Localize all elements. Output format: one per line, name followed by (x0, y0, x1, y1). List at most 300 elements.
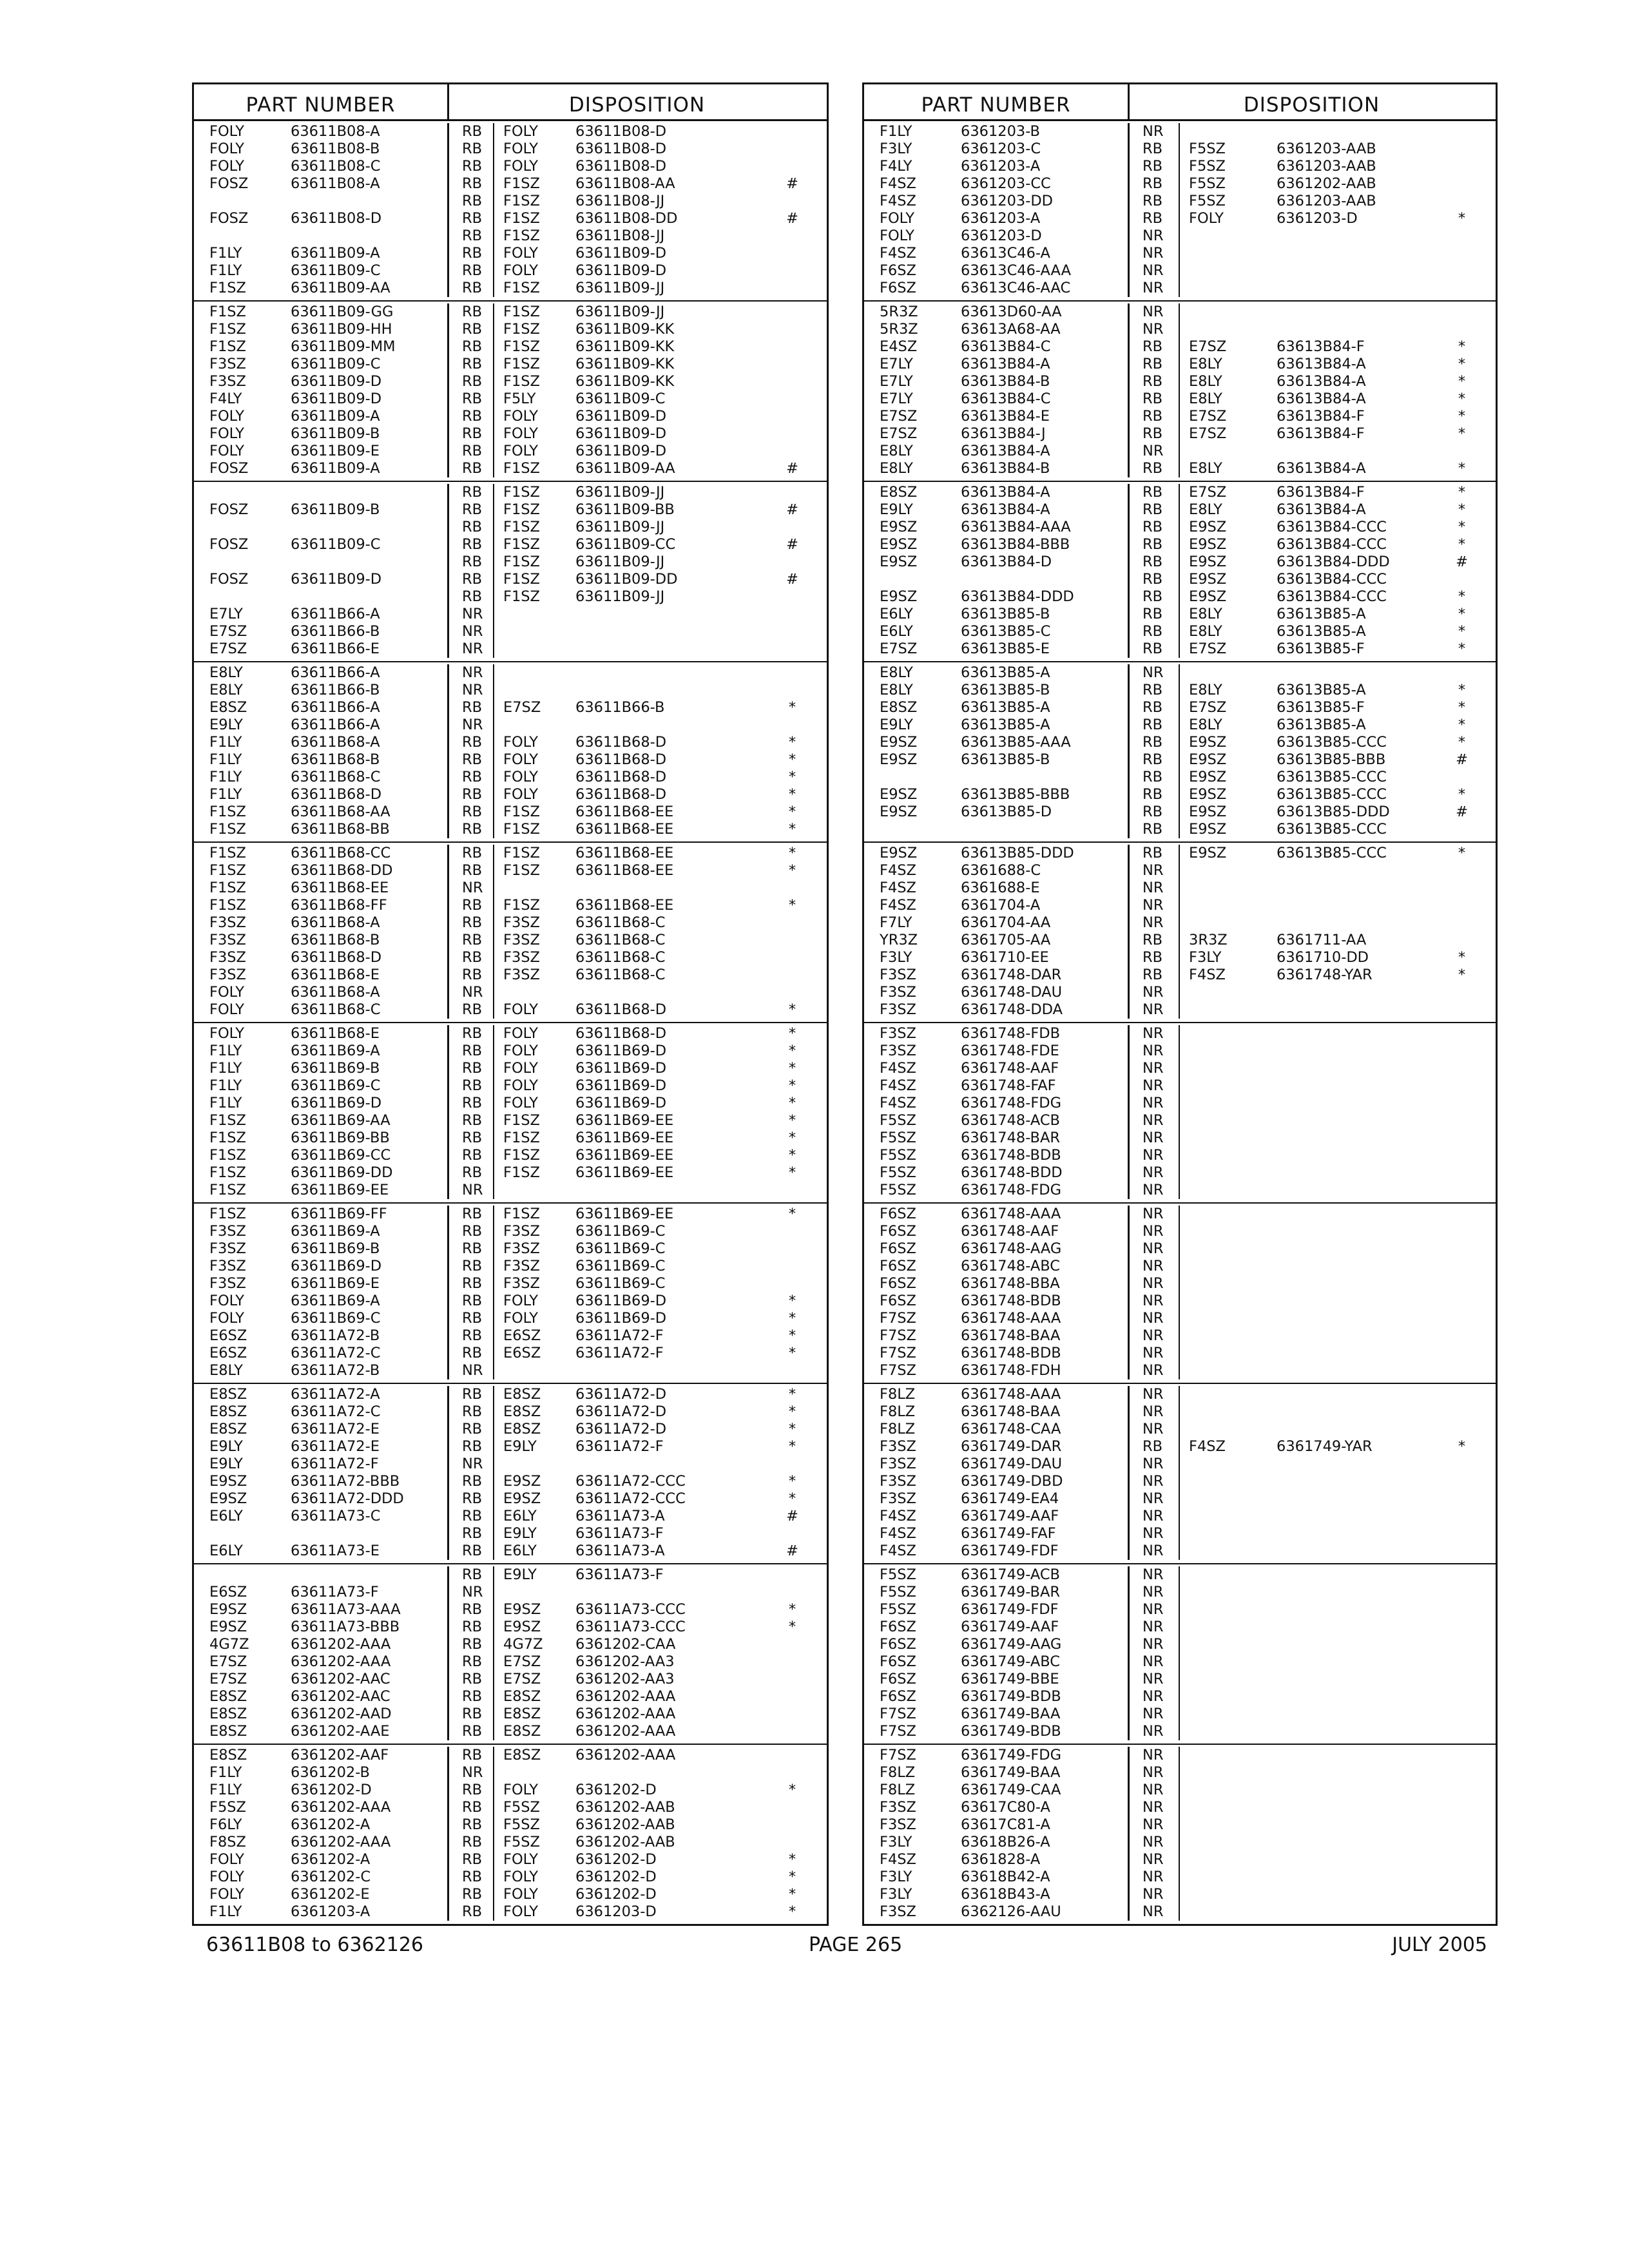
part-prefix: FOSZ (209, 210, 249, 227)
note-mark: * (788, 1112, 796, 1129)
table-row (864, 262, 1496, 280)
disposition-code: RB (1130, 425, 1180, 443)
part-prefix (194, 553, 282, 571)
replacement-prefix (1180, 914, 1277, 932)
table-row (864, 193, 1496, 210)
replacement-prefix: F1SZ (503, 588, 540, 605)
disposition-code: RB (449, 1258, 494, 1275)
replacement-number (1277, 1403, 1445, 1421)
part-number: 6361749-DBD (952, 1473, 1130, 1490)
note-mark (775, 390, 825, 408)
table-row (194, 1525, 827, 1542)
part-number: 6361748-AAA (952, 1310, 1130, 1327)
disposition-code: NR (1130, 1240, 1180, 1258)
table-row (194, 519, 827, 536)
replacement-prefix: E8SZ (503, 1386, 541, 1403)
part-prefix: F3SZ (209, 914, 246, 931)
part-prefix: E7SZ (880, 425, 918, 442)
part-number: 6361748-AAG (952, 1240, 1130, 1258)
part-number: 6361748-AAF (952, 1223, 1130, 1240)
disposition-code: RB (449, 158, 494, 175)
table-row (194, 751, 827, 769)
table-row (864, 966, 1496, 984)
replacement-prefix (1180, 1077, 1277, 1095)
note-mark: * (788, 803, 796, 820)
part-number: 63611B68-E (282, 1025, 449, 1043)
replacement-number: 63611B09-D (575, 262, 667, 279)
table-row (194, 606, 827, 623)
replacement-prefix: F1SZ (503, 280, 540, 296)
table-row (194, 1456, 827, 1473)
replacement-number (1277, 1601, 1445, 1619)
part-number: 63611B69-C (282, 1077, 449, 1095)
replacement-prefix: E9LY (503, 1525, 537, 1542)
part-prefix: F8LZ (880, 1421, 916, 1437)
disposition-code: RB (449, 769, 494, 786)
part-number: 63611B69-FF (282, 1206, 449, 1223)
replacement-number: 63611A72-D (575, 1386, 667, 1403)
part-number: 6361749-BAR (952, 1584, 1130, 1601)
replacement-number: 6361202-CAA (575, 1636, 676, 1653)
part-number: 63613B84-A (952, 484, 1130, 501)
disposition-code: NR (1130, 1060, 1180, 1077)
disposition-code: RB (449, 1095, 494, 1112)
replacement-number: 6361202-AAA (575, 1723, 676, 1740)
note-mark (775, 1223, 825, 1240)
replacement-prefix (1180, 984, 1277, 1001)
replacement-number: 63613B85-F (1277, 640, 1365, 657)
note-mark (1445, 1747, 1494, 1764)
replacement-number: 63611B09-CC (575, 536, 676, 553)
part-number: 63613B85-DDD (952, 845, 1130, 862)
part-number: 63611B66-E (282, 640, 449, 658)
part-number: 63611B68-D (282, 786, 449, 803)
table-row (194, 338, 827, 356)
replacement-prefix: E8LY (1189, 501, 1222, 518)
replacement-prefix (1180, 1258, 1277, 1275)
part-number: 63611B66-A (282, 606, 449, 623)
part-number: 63611A72-BBB (282, 1473, 449, 1490)
table-row (194, 1043, 827, 1060)
replacement-prefix (494, 1584, 575, 1601)
replacement-number: 63611B09-JJ (575, 484, 665, 501)
table-row (194, 1362, 827, 1379)
row-group (194, 843, 827, 1023)
disposition-code: NR (449, 879, 494, 897)
note-mark: * (1458, 425, 1466, 442)
row-group (194, 121, 827, 302)
disposition-code: NR (1130, 1653, 1180, 1671)
replacement-prefix: F3SZ (503, 949, 540, 966)
table-row (864, 280, 1496, 297)
note-mark (1445, 1601, 1494, 1619)
replacement-number (575, 664, 775, 682)
part-number: 6361748-BDB (952, 1345, 1130, 1362)
note-mark (1445, 1508, 1494, 1525)
replacement-number: 63611A72-F (575, 1438, 664, 1455)
part-prefix: F3SZ (209, 949, 246, 966)
disposition-code: NR (449, 1182, 494, 1199)
table-row (864, 1636, 1496, 1653)
note-mark (1445, 914, 1494, 932)
table-row (864, 1584, 1496, 1601)
replacement-prefix: E8LY (1189, 373, 1222, 390)
replacement-prefix (1180, 1851, 1277, 1869)
table-row (194, 158, 827, 175)
replacement-number: 63611B09-KK (575, 373, 675, 390)
note-mark (775, 682, 825, 699)
disposition-code: RB (1130, 786, 1180, 803)
part-prefix: F8LZ (880, 1386, 916, 1403)
replacement-number: 6361202-D (575, 1869, 657, 1885)
replacement-number (1277, 1258, 1445, 1275)
part-number: 6361748-DAU (952, 984, 1130, 1001)
part-prefix: E8SZ (209, 1747, 247, 1763)
disposition-code: NR (1130, 1601, 1180, 1619)
note-mark (775, 1182, 825, 1199)
table-row (194, 425, 827, 443)
disposition-code: RB (449, 280, 494, 297)
note-mark: * (1458, 699, 1466, 716)
part-number-header: PART NUMBER (864, 84, 1130, 119)
table-row (864, 914, 1496, 932)
replacement-number: 6361203-D (1277, 210, 1358, 227)
replacement-number (1277, 914, 1445, 932)
part-prefix: E6LY (209, 1508, 243, 1524)
table-row (194, 1310, 827, 1327)
note-mark: * (1458, 716, 1466, 733)
table-row (864, 1886, 1496, 1903)
page-number: PAGE 265 (809, 1934, 903, 1956)
replacement-number: 63611B08-D (575, 123, 667, 140)
part-number: 63613B84-D (952, 553, 1130, 571)
replacement-number (1277, 1782, 1445, 1799)
replacement-number: 63613B85-CCC (1277, 821, 1387, 838)
replacement-prefix (1180, 1043, 1277, 1060)
part-prefix: F1SZ (209, 1147, 246, 1164)
replacement-number: 63611B68-EE (575, 862, 674, 879)
table-row (194, 1903, 827, 1921)
table-row (864, 1671, 1496, 1688)
replacement-prefix: E8LY (1189, 716, 1222, 733)
note-mark (1445, 443, 1494, 460)
part-prefix: E6LY (880, 623, 913, 640)
replacement-number (1277, 1206, 1445, 1223)
replacement-number (1277, 1362, 1445, 1379)
disposition-code: RB (449, 1164, 494, 1182)
table-row (864, 1747, 1496, 1764)
disposition-code: RB (1130, 932, 1180, 949)
replacement-number: 63611B09-AA (575, 460, 675, 477)
replacement-prefix (494, 1362, 575, 1379)
part-number: 63611A73-AAA (282, 1601, 449, 1619)
part-prefix: F6SZ (880, 1293, 916, 1309)
note-mark: * (788, 1869, 796, 1885)
replacement-number (1277, 1310, 1445, 1327)
part-number: 63613B84-C (952, 390, 1130, 408)
part-prefix: F3LY (880, 140, 912, 157)
part-number: 63611B66-B (282, 682, 449, 699)
part-number: 63611B68-EE (282, 879, 449, 897)
replacement-prefix (1180, 862, 1277, 879)
table-row (194, 1584, 827, 1601)
replacement-prefix (1180, 1816, 1277, 1834)
note-mark: * (788, 1043, 796, 1059)
replacement-prefix (1180, 1525, 1277, 1542)
note-mark (775, 553, 825, 571)
part-number: 63611B68-B (282, 751, 449, 769)
replacement-number: 63611A73-A (575, 1508, 665, 1524)
part-number: 6361749-FDG (952, 1747, 1130, 1764)
disposition-code: RB (449, 1723, 494, 1740)
replacement-number: 63611B68-EE (575, 821, 674, 838)
disposition-code: NR (1130, 1782, 1180, 1799)
note-mark (1445, 664, 1494, 682)
table-row (864, 321, 1496, 338)
disposition-code: RB (1130, 734, 1180, 751)
note-mark: # (786, 501, 798, 518)
note-mark (775, 519, 825, 536)
table-row (194, 245, 827, 262)
table-row (194, 1636, 827, 1653)
table-row (864, 501, 1496, 519)
replacement-prefix: FOLY (1189, 210, 1224, 227)
replacement-number (575, 606, 775, 623)
replacement-prefix (1180, 1421, 1277, 1438)
replacement-prefix (494, 1182, 575, 1199)
part-number: 6361202-B (282, 1764, 449, 1782)
table-row (864, 588, 1496, 606)
part-prefix: FOSZ (209, 175, 249, 192)
table-row (864, 640, 1496, 658)
table-row (194, 1164, 827, 1182)
disposition-code: RB (449, 845, 494, 862)
part-number: 6361748-BDD (952, 1164, 1130, 1182)
replacement-number: 63611A73-F (575, 1525, 664, 1542)
table-row (864, 1782, 1496, 1799)
replacement-number (1277, 1473, 1445, 1490)
replacement-number: 6361748-YAR (1277, 966, 1373, 983)
disposition-code: RB (449, 786, 494, 803)
note-mark (775, 484, 825, 501)
note-mark (775, 1671, 825, 1688)
note-mark (1445, 821, 1494, 838)
part-number: 63611B69-EE (282, 1182, 449, 1199)
disposition-code: RB (1130, 588, 1180, 606)
replacement-number: 63613B84-F (1277, 338, 1365, 355)
replacement-prefix (1180, 1671, 1277, 1688)
note-mark (775, 1636, 825, 1653)
table-row (864, 932, 1496, 949)
part-prefix: E8LY (880, 682, 913, 698)
table-row (194, 1508, 827, 1525)
replacement-prefix: E7SZ (1189, 408, 1227, 425)
replacement-number (1277, 1025, 1445, 1043)
part-number: 6361688-E (952, 879, 1130, 897)
part-number: 63611B69-A (282, 1043, 449, 1060)
disposition-code: RB (449, 751, 494, 769)
part-number: 6361202-AAD (282, 1706, 449, 1723)
part-number: 63611B68-BB (282, 821, 449, 838)
replacement-prefix: F1SZ (503, 210, 540, 227)
replacement-number: 63611B66-B (575, 699, 665, 716)
table-row (864, 1619, 1496, 1636)
disposition-code: RB (449, 949, 494, 966)
note-mark (1445, 1886, 1494, 1903)
table-row (864, 1706, 1496, 1723)
replacement-prefix: F1SZ (503, 338, 540, 355)
part-number: 63611B69-AA (282, 1112, 449, 1129)
part-prefix: 4G7Z (209, 1636, 249, 1653)
part-number: 63611A72-A (282, 1386, 449, 1403)
note-mark (1445, 1490, 1494, 1508)
replacement-prefix: E6SZ (503, 1327, 541, 1344)
part-prefix: F4SZ (880, 1525, 916, 1542)
replacement-number (1277, 1671, 1445, 1688)
part-prefix: F4LY (209, 390, 242, 407)
replacement-prefix: E9SZ (1189, 803, 1227, 820)
table-row (194, 1293, 827, 1310)
replacement-prefix: FOLY (503, 443, 538, 459)
disposition-code: RB (449, 443, 494, 460)
note-mark (1445, 1723, 1494, 1740)
note-mark: * (1458, 845, 1466, 861)
part-number: 6361202-AAC (282, 1688, 449, 1706)
part-number: 63611B69-D (282, 1095, 449, 1112)
part-prefix (194, 227, 282, 245)
disposition-code: RB (449, 862, 494, 879)
replacement-prefix: E9SZ (1189, 536, 1227, 553)
part-number: 6361203-B (952, 123, 1130, 140)
disposition-code: RB (449, 553, 494, 571)
replacement-number: 63613B85-A (1277, 606, 1366, 622)
note-mark (775, 140, 825, 158)
part-prefix: F6SZ (880, 1653, 916, 1670)
disposition-code: RB (449, 1525, 494, 1542)
disposition-code: RB (449, 1327, 494, 1345)
replacement-prefix: F1SZ (503, 553, 540, 570)
replacement-prefix: F3SZ (503, 1223, 540, 1240)
note-mark: # (786, 175, 798, 192)
part-prefix (864, 821, 952, 838)
replacement-prefix: E8LY (1189, 606, 1222, 622)
table-row (864, 1001, 1496, 1019)
part-number: 63611B68-FF (282, 897, 449, 914)
replacement-prefix: E8LY (1189, 460, 1222, 477)
replacement-prefix (494, 984, 575, 1001)
note-mark (775, 623, 825, 640)
table-row (864, 1112, 1496, 1129)
part-number: 63613B84-AAA (952, 519, 1130, 536)
replacement-prefix: F1SZ (503, 571, 540, 588)
note-mark: * (1458, 966, 1466, 983)
part-prefix: FOSZ (209, 460, 249, 477)
replacement-number: 63611B69-D (575, 1095, 667, 1111)
disposition-code: NR (1130, 1001, 1180, 1019)
disposition-code: NR (1130, 1851, 1180, 1869)
table-row (864, 1438, 1496, 1456)
note-mark (1445, 1619, 1494, 1636)
replacement-number: 63613B84-A (1277, 356, 1366, 372)
replacement-prefix: E6LY (503, 1542, 537, 1559)
replacement-number: 6361203-D (575, 1903, 657, 1920)
note-mark (775, 984, 825, 1001)
note-mark (1445, 280, 1494, 297)
replacement-prefix: F1SZ (503, 845, 540, 861)
replacement-number (575, 1456, 775, 1473)
replacement-number: 63611B69-D (575, 1293, 667, 1309)
disposition-code: RB (449, 1490, 494, 1508)
part-number: 63611B69-A (282, 1293, 449, 1310)
part-number: 6361748-AAF (952, 1060, 1130, 1077)
table-row (194, 571, 827, 588)
replacement-number: 63613B85-F (1277, 699, 1365, 716)
disposition-code: NR (1130, 984, 1180, 1001)
table-row (864, 338, 1496, 356)
note-mark (1445, 1816, 1494, 1834)
part-prefix: F3SZ (880, 1456, 916, 1472)
part-number: 63611B69-C (282, 1310, 449, 1327)
replacement-number: 63611A72-D (575, 1421, 667, 1437)
part-number: 6361748-CAA (952, 1421, 1130, 1438)
part-prefix: E7LY (880, 390, 913, 407)
part-number: 6361749-EA4 (952, 1490, 1130, 1508)
replacement-prefix: F3LY (1189, 949, 1222, 966)
disposition-code: RB (1130, 175, 1180, 193)
part-number: 63613B85-C (952, 623, 1130, 640)
table-row (194, 1060, 827, 1077)
replacement-number (1277, 1386, 1445, 1403)
part-prefix: F1SZ (209, 1112, 246, 1129)
table-row (194, 1706, 827, 1723)
part-prefix: F3SZ (209, 932, 246, 948)
table-row (864, 1129, 1496, 1147)
replacement-prefix (494, 682, 575, 699)
table-row (864, 606, 1496, 623)
part-number: 6361203-CC (952, 175, 1130, 193)
note-mark (775, 716, 825, 734)
table-row (864, 1362, 1496, 1379)
note-mark: * (788, 1293, 796, 1309)
replacement-prefix: 3R3Z (1189, 932, 1228, 948)
part-number (282, 227, 449, 245)
replacement-number: 6361202-AAB (575, 1816, 675, 1833)
part-prefix (194, 588, 282, 606)
table-row (864, 821, 1496, 838)
replacement-prefix (1180, 1869, 1277, 1886)
note-mark (1445, 1310, 1494, 1327)
replacement-prefix (1180, 664, 1277, 682)
replacement-prefix: E9SZ (1189, 769, 1227, 785)
note-mark: * (1458, 356, 1466, 372)
part-prefix: 5R3Z (880, 321, 918, 338)
note-mark: * (788, 1001, 796, 1018)
note-mark (1445, 862, 1494, 879)
table-row (194, 443, 827, 460)
replacement-prefix: FOLY (503, 751, 538, 768)
part-number: 63613B85-D (952, 803, 1130, 821)
disposition-code: RB (1130, 390, 1180, 408)
table-row (194, 897, 827, 914)
table-row (194, 1223, 827, 1240)
replacement-number (1277, 1688, 1445, 1706)
disposition-code: RB (1130, 484, 1180, 501)
table-row (194, 140, 827, 158)
replacement-prefix: E9LY (503, 1566, 537, 1583)
disposition-code: NR (1130, 1764, 1180, 1782)
table-row (864, 1043, 1496, 1060)
note-mark (1445, 1799, 1494, 1816)
